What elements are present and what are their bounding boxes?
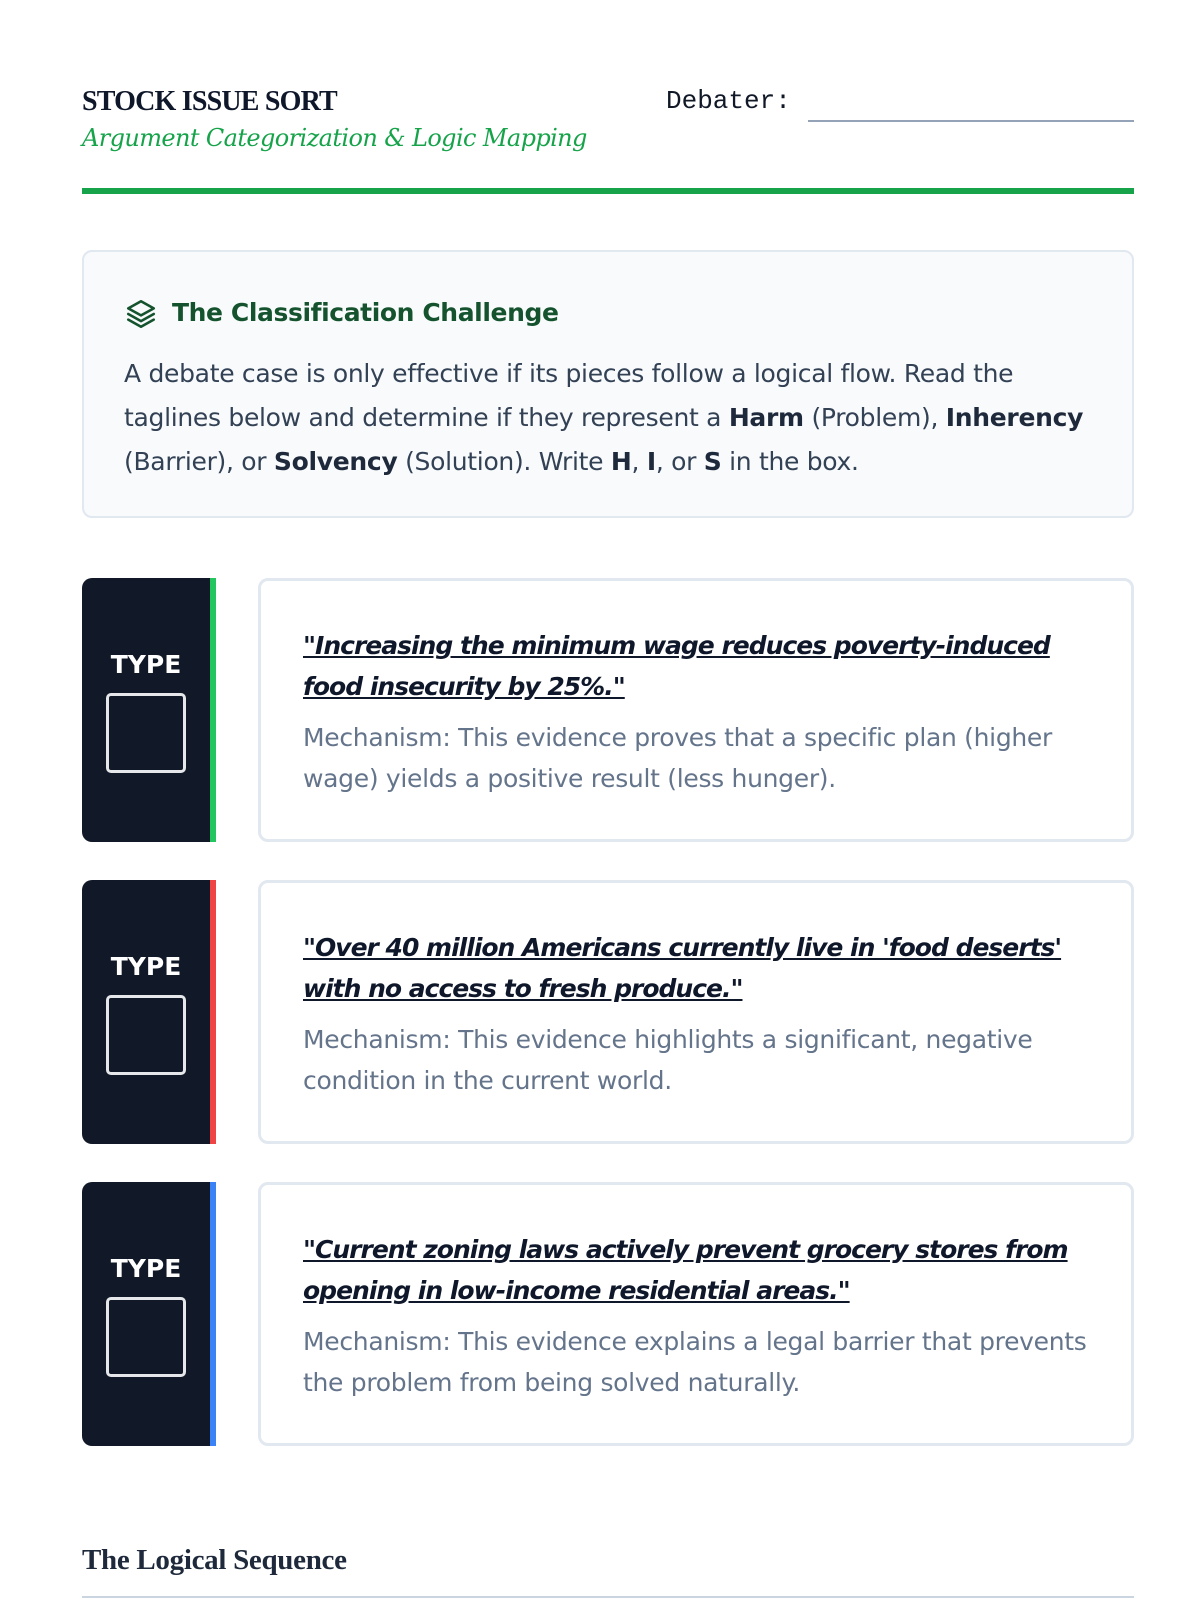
debater-label: Debater: xyxy=(666,86,791,116)
section-title: The Logical Sequence xyxy=(82,1544,347,1576)
tagline: "Over 40 million Americans currently live in 'food deserts' with no access to fresh produce." xyxy=(303,933,1062,1003)
challenge-title: The Classification Challenge xyxy=(172,298,559,327)
mechanism-text: Mechanism: This evidence explains a legal barrier that prevents the problem from being solved naturally. xyxy=(303,1327,1087,1397)
debater-name-field[interactable] xyxy=(808,120,1134,122)
type-label: TYPE xyxy=(110,650,182,679)
answer-box[interactable] xyxy=(106,1297,186,1377)
evidence-card-1 xyxy=(82,578,1134,842)
accent-bar xyxy=(210,880,216,1144)
document-title: STOCK ISSUE SORT xyxy=(82,86,337,117)
evidence-card-2 xyxy=(82,880,1134,1144)
layers-icon xyxy=(124,297,158,331)
evidence-card xyxy=(258,880,1134,1144)
section-divider xyxy=(82,1596,1134,1598)
challenge-panel xyxy=(82,250,1134,518)
accent-bar xyxy=(210,578,216,842)
type-label: TYPE xyxy=(110,952,182,981)
document-subtitle: Argument Categorization & Logic Mapping xyxy=(82,124,587,152)
evidence-card xyxy=(258,1182,1134,1446)
challenge-instructions: A debate case is only effective if its pieces follow a logical flow. Read the taglines below and determine if they represent a Harm (Problem), Inherency (Barrier), or Solvency (Solution). Write H, I, or S in the box. xyxy=(124,359,1084,476)
answer-box[interactable] xyxy=(106,995,186,1075)
mechanism-text: Mechanism: This evidence highlights a significant, negative condition in the current world. xyxy=(303,1025,1033,1095)
type-panel xyxy=(82,1182,216,1446)
page-header xyxy=(82,80,1134,194)
type-panel xyxy=(82,880,216,1144)
mechanism-text: Mechanism: This evidence proves that a specific plan (higher wage) yields a positive result (less hunger). xyxy=(303,723,1052,793)
evidence-card xyxy=(258,578,1134,842)
tagline: "Current zoning laws actively prevent grocery stores from opening in low-income residential areas." xyxy=(303,1235,1068,1305)
evidence-card-3 xyxy=(82,1182,1134,1446)
tagline: "Increasing the minimum wage reduces poverty-induced food insecurity by 25%." xyxy=(303,631,1050,701)
type-label: TYPE xyxy=(110,1254,182,1283)
type-panel xyxy=(82,578,216,842)
answer-box[interactable] xyxy=(106,693,186,773)
accent-bar xyxy=(210,1182,216,1446)
